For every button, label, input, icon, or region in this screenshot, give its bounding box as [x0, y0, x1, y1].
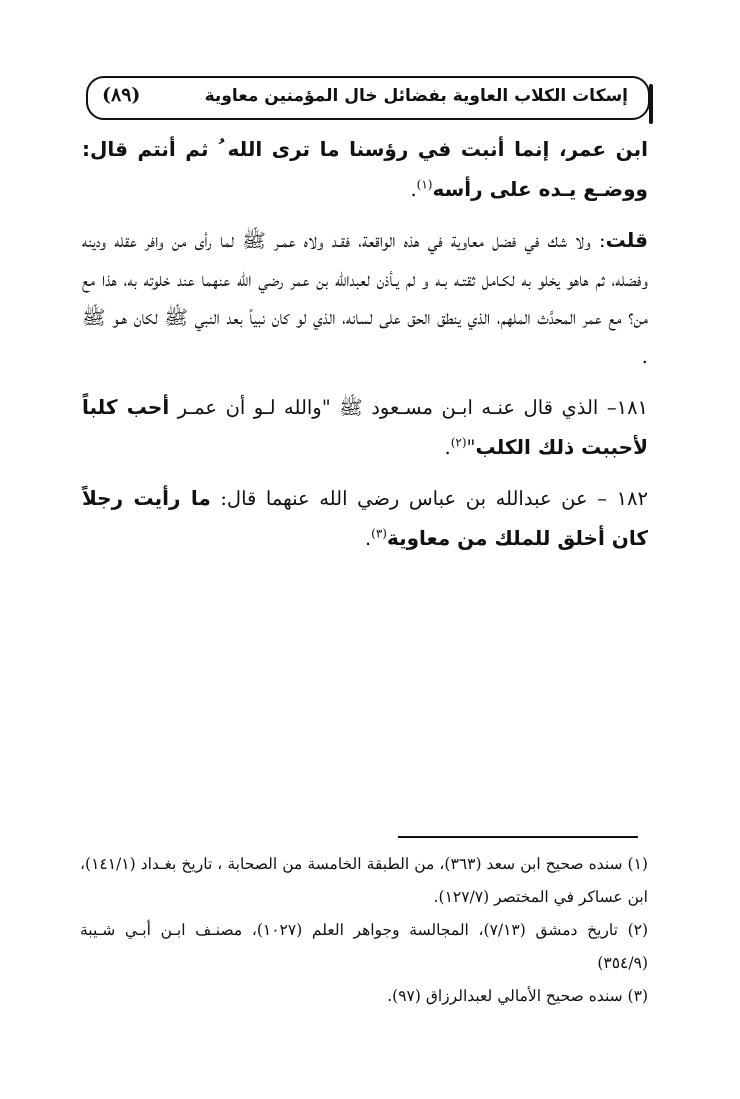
- paragraph-1-text: ابن عمر، إنما أنبت في رؤسنا ما ترى الله ُ ثم أنتم قال: ووضـع يـده على رأسه: [82, 137, 648, 201]
- footnote-1: (١) سنده صحيح ابن سعد (٣٦٣)، من الطبقة الخامسة من الصحابة ، تاريخ بغـداد (١٤١/١)، ابن عساكر في المختصر (١٢٧/٧).: [80, 855, 648, 906]
- footnote-separator: [398, 836, 638, 838]
- paragraph-1-tail: .: [410, 177, 417, 201]
- paragraph-3-tail: .: [444, 435, 451, 459]
- main-text: [82, 130, 648, 570]
- footnote-ref-3[interactable]: (٣): [371, 526, 387, 540]
- paragraph-1: [82, 130, 648, 209]
- paragraph-2-lead: قلت: [605, 228, 648, 252]
- header-title: إسكات الكلاب العاوية بفضائل خال المؤمنين معاوية: [204, 86, 628, 106]
- paragraph-4-bold: ما رأيت رجلاً كان أخلق للملك من معاوية: [82, 486, 648, 550]
- paragraph-3-text: ١٨١– الذي قال عنـه ابـن مسـعود ﷺ "والله لـو أن عمـر: [169, 396, 649, 419]
- paragraph-3-bold: أحب كلباً لأحببت ذلك الكلب: [82, 395, 648, 459]
- footnote-ref-1[interactable]: (١): [416, 177, 433, 191]
- paragraph-4: [82, 479, 648, 558]
- page-header: [86, 76, 650, 120]
- paragraph-4-text: ١٨٢ – عن عبدالله بن عباس رضي الله عنهما قال:: [210, 487, 648, 510]
- footnote-3: (٣) سنده صحيح الأمالي لعبدالرزاق (٩٧).: [387, 987, 648, 1005]
- footnote-ref-2[interactable]: (٢): [450, 435, 467, 449]
- footnotes: [80, 848, 648, 1013]
- paragraph-4-tail: .: [364, 526, 372, 550]
- footnote-2: (٢) تاريخ دمشق (٧/١٣)، المجالسة وجواهر العلم (١٠٢٧)، مصنـف ابـن أبـي شـيبة (٣٥٤/٩): [80, 921, 649, 972]
- header-side-rule: [649, 84, 653, 124]
- paragraph-3: [82, 388, 648, 467]
- paragraph-2: [82, 221, 648, 376]
- paragraph-2-text: : ولا شك في فضل معاوية في هذه الواقعة، فقـد ولاه عمـر ﷺ لما رأى من وافر عقله ودينه وفضله، ثم هاهو يخلو به لكـامل ثقتـه بـه و لم يـأذن لعبدالله بن عمر رضي الله عنهما عند خلوته به، هذا مع من؟ مع عمر المحدَّث الملهم، الذي ينطق الحق على لسانه، الذي لو كان نبياً بعد النبي ﷺ لكان هـو ﷺ .: [82, 229, 648, 368]
- page-number: (٨٩): [102, 84, 141, 106]
- paragraph-3-close: ": [466, 435, 476, 459]
